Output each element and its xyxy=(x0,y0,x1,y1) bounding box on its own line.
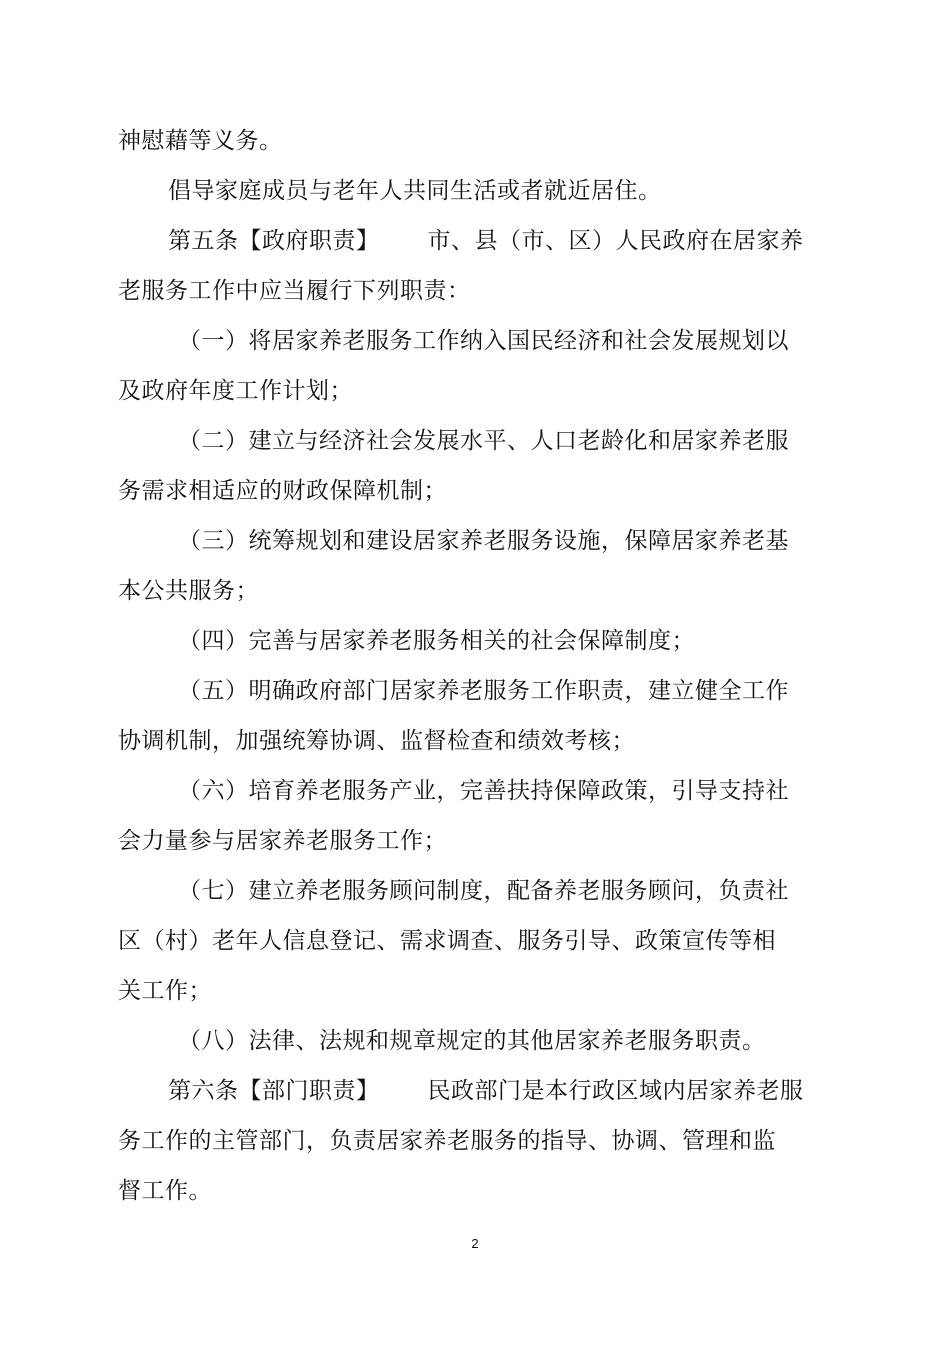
article-5-title: 第五条【政府职责】 xyxy=(168,228,380,254)
text-line: 协调机制，加强统筹协调、监督检查和绩效考核； xyxy=(118,728,635,754)
list-item: （一）将居家养老服务工作纳入国民经济和社会发展规划以 xyxy=(178,328,789,354)
article-6-title: 第六条【部门职责】 xyxy=(168,1078,380,1104)
page-number: 2 xyxy=(471,1236,479,1251)
list-item: （四）完善与居家养老服务相关的社会保障制度； xyxy=(178,628,695,654)
list-item: （七）建立养老服务顾问制度，配备养老服务顾问，负责社 xyxy=(178,878,789,904)
article-6-text: 民政部门是本行政区域内居家养老服 xyxy=(427,1078,804,1104)
text-line: 神慰藉等义务。 xyxy=(118,128,283,154)
list-item: （六）培育养老服务产业，完善扶持保障政策，引导支持社 xyxy=(178,778,789,804)
text-line: 及政府年度工作计划； xyxy=(118,378,353,404)
list-item: （八）法律、法规和规章规定的其他居家养老服务职责。 xyxy=(178,1028,766,1054)
text-line: 关工作； xyxy=(118,978,212,1004)
text-line: 务需求相适应的财政保障机制； xyxy=(118,478,447,504)
list-item: （二）建立与经济社会发展水平、人口老龄化和居家养老服 xyxy=(178,428,789,454)
text-line: 本公共服务； xyxy=(118,578,259,604)
article-5-text: 市、县（市、区）人民政府在居家养 xyxy=(427,228,804,254)
text-line: 会力量参与居家养老服务工作； xyxy=(118,828,447,854)
list-item: （五）明确政府部门居家养老服务工作职责，建立健全工作 xyxy=(178,678,789,704)
text-line: 督工作。 xyxy=(118,1178,212,1204)
text-line: 务工作的主管部门，负责居家养老服务的指导、协调、管理和监 xyxy=(118,1128,776,1154)
text-line: 倡导家庭成员与老年人共同生活或者就近居住。 xyxy=(168,178,662,204)
text-line: 区（村）老年人信息登记、需求调查、服务引导、政策宣传等相 xyxy=(118,928,776,954)
article-6-heading-line xyxy=(168,1076,804,1106)
text-line: 老服务工作中应当履行下列职责： xyxy=(118,278,471,304)
article-5-heading-line xyxy=(168,226,804,256)
list-item: （三）统筹规划和建设居家养老服务设施，保障居家养老基 xyxy=(178,528,789,554)
